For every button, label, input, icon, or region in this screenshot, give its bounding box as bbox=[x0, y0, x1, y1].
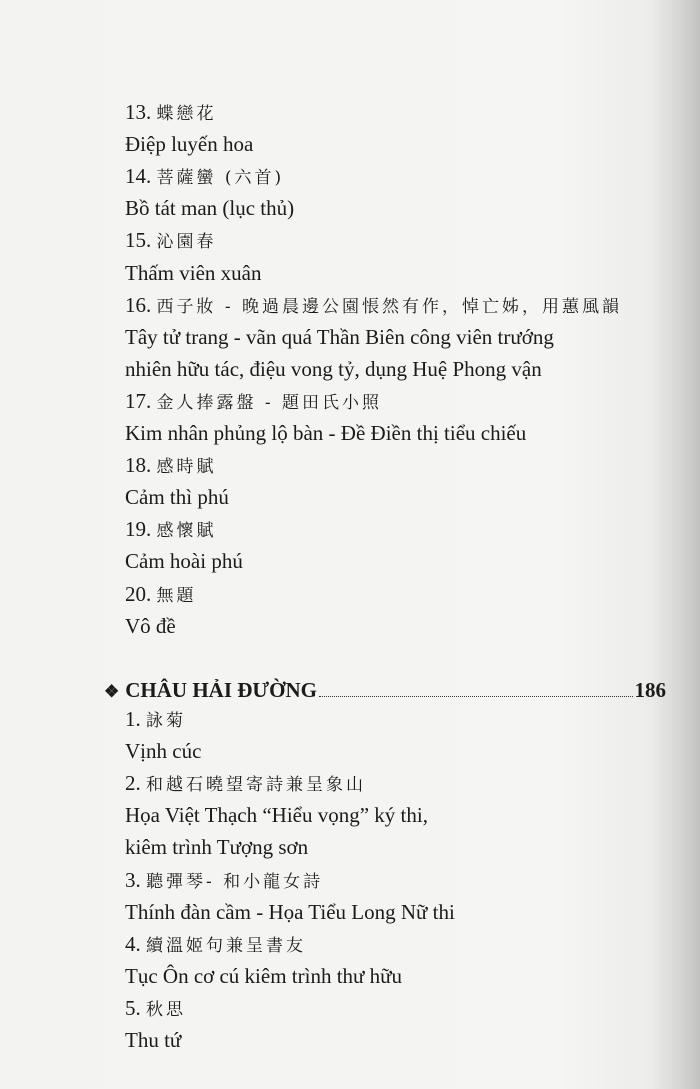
toc-entry-transliteration: Thính đàn cầm - Họa Tiểu Long Nữ thi bbox=[125, 899, 455, 924]
toc-entry-transliteration: Tục Ôn cơ cú kiêm trình thư hữu bbox=[125, 963, 403, 988]
entry-number: 18. bbox=[125, 453, 152, 478]
toc-entry-original-title bbox=[125, 228, 217, 254]
entry-chinese-title: 沁園春 bbox=[156, 232, 217, 253]
entry-chinese-title: 感時賦 bbox=[156, 457, 217, 478]
toc-entry-original-title bbox=[125, 389, 382, 415]
toc-entry-original-title bbox=[125, 996, 186, 1022]
toc-entry-transliteration: Vịnh cúc bbox=[125, 739, 202, 764]
toc-entry-original-title bbox=[125, 164, 284, 190]
toc-entry-transliteration: Kim nhân phủng lộ bàn - Đề Điền thị tiểu chiếu bbox=[125, 421, 527, 445]
toc-entry-original-title bbox=[125, 517, 217, 543]
diamond-bullet-icon: ❖ bbox=[104, 682, 120, 701]
entry-number: 14. bbox=[125, 164, 152, 189]
entry-chinese-title: 西子妝 - 晚過晨邊公園悵然有作，悼亡姊，用蕙風韻 bbox=[156, 296, 623, 317]
toc-entry-original-title bbox=[125, 771, 366, 797]
entry-chinese-title: 菩薩蠻 bbox=[156, 168, 217, 189]
section-heading bbox=[104, 678, 666, 703]
entry-number: 1. bbox=[125, 707, 141, 731]
section-page-number: 186 bbox=[634, 678, 666, 702]
toc-entry-original-title bbox=[125, 453, 217, 479]
entry-number: 15. bbox=[125, 228, 152, 253]
entry-chinese-title: 續溫姬句兼呈書友 bbox=[146, 935, 306, 956]
entry-chinese-title: 聽彈琴- 和小龍女詩 bbox=[146, 871, 324, 892]
toc-entry-transliteration: nhiên hữu tác, điệu vong tỷ, dụng Huệ Phong vận bbox=[125, 356, 542, 381]
toc-entry-original-title bbox=[125, 293, 622, 319]
entry-number: 19. bbox=[125, 517, 152, 542]
entry-chinese-title: 秋思 bbox=[146, 999, 186, 1020]
toc-entry-transliteration: Tây tử trang - vãn quá Thần Biên công viên trướng bbox=[125, 324, 554, 349]
entry-chinese-title: 蝶戀花 bbox=[156, 104, 217, 124]
entry-suffix: (六首) bbox=[216, 168, 285, 189]
toc-entry-transliteration: Thu tứ bbox=[125, 1028, 182, 1052]
entry-number: 17. bbox=[125, 388, 152, 413]
entry-number: 16. bbox=[125, 292, 152, 317]
toc-entry-transliteration: Bồ tát man (lục thủ) bbox=[125, 196, 295, 221]
entry-chinese-title: 感懷賦 bbox=[156, 521, 217, 542]
toc-entry-transliteration: Cảm thì phú bbox=[125, 485, 229, 510]
entry-number: 20. bbox=[125, 581, 152, 606]
toc-entry-transliteration: Điệp luyến hoa bbox=[125, 132, 254, 157]
toc-entry-transliteration: Thấm viên xuân bbox=[125, 260, 262, 285]
entry-number: 2. bbox=[125, 771, 141, 796]
toc-entry-original-title bbox=[125, 582, 197, 608]
entry-chinese-title: 無題 bbox=[156, 585, 197, 606]
toc-entry-original-title bbox=[125, 868, 323, 894]
entry-chinese-title: 金人捧露盤 - 題田氏小照 bbox=[156, 392, 383, 413]
toc-entry-original-title bbox=[125, 932, 306, 958]
entry-chinese-title: 詠菊 bbox=[146, 711, 186, 731]
toc-entry-original-title bbox=[125, 100, 217, 126]
toc-entry-transliteration: Cảm hoài phú bbox=[125, 549, 243, 574]
toc-entry-transliteration: Họa Việt Thạch “Hiểu vọng” ký thi, bbox=[125, 803, 428, 828]
dot-leader bbox=[319, 696, 633, 697]
entry-chinese-title: 和越石曉望寄詩兼呈象山 bbox=[146, 775, 366, 796]
section-title: CHÂU HẢI ĐƯỜNG bbox=[125, 678, 317, 702]
entry-number: 13. bbox=[125, 100, 152, 124]
entry-number: 3. bbox=[125, 867, 141, 892]
entry-number: 5. bbox=[125, 995, 141, 1020]
entry-number: 4. bbox=[125, 931, 141, 956]
toc-entry-transliteration: kiêm trình Tượng sơn bbox=[125, 835, 309, 860]
toc-entry-original-title bbox=[125, 707, 186, 733]
toc-entry-transliteration: Vô đề bbox=[125, 613, 176, 638]
